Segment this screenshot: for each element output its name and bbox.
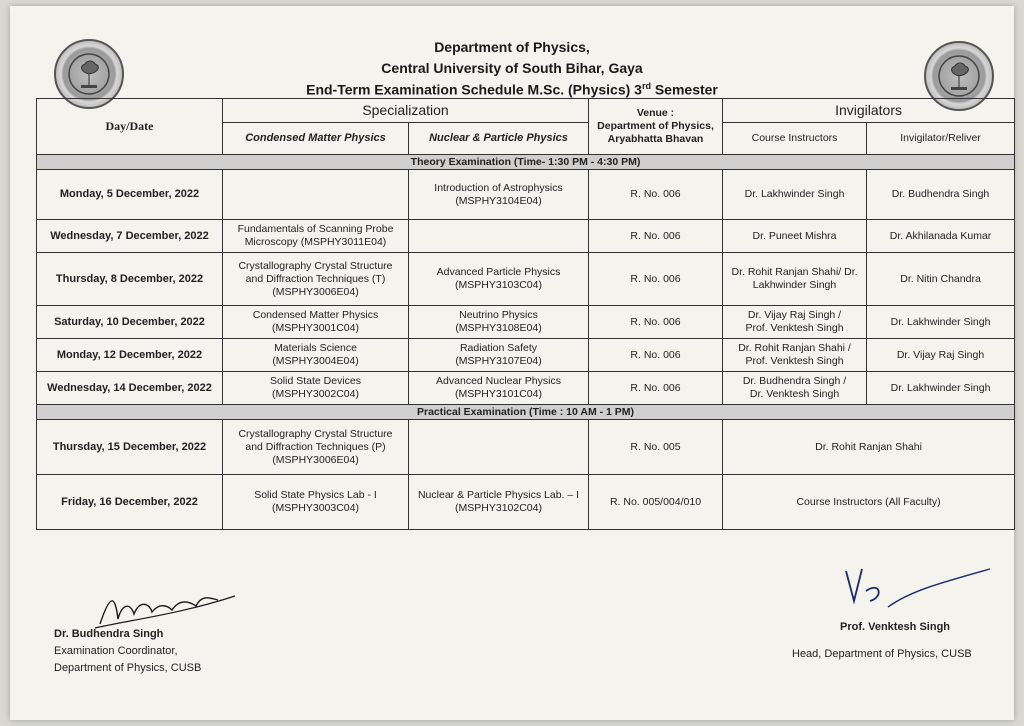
exam-date: Friday, 16 December, 2022 xyxy=(37,475,223,530)
schedule-title-end: Semester xyxy=(650,81,718,98)
theory-band-row xyxy=(37,155,1015,170)
exam-schedule-sheet xyxy=(10,6,1014,720)
invigilator-reliver: Dr. Nitin Chandra xyxy=(867,253,1015,306)
coordinator-block xyxy=(54,626,201,677)
schedule-table xyxy=(36,98,1015,530)
table-row xyxy=(37,339,1015,372)
practical-band-row xyxy=(37,405,1015,420)
col-course-instructors: Course Instructors xyxy=(723,123,867,155)
exam-date: Saturday, 10 December, 2022 xyxy=(37,306,223,339)
invigilator-reliver: Dr. Lakhwinder Singh xyxy=(867,306,1015,339)
table-row xyxy=(37,220,1015,253)
course-instructor: Dr. Vijay Raj Singh / Prof. Venktesh Singh xyxy=(723,306,867,339)
condensed-matter-course: Solid State Devices (MSPHY3002C04) xyxy=(223,372,409,405)
venue-room: R. No. 006 xyxy=(589,339,723,372)
course-instructor: Dr. Lakhwinder Singh xyxy=(723,170,867,220)
schedule-title-sup: rd xyxy=(641,81,651,91)
exam-date: Monday, 12 December, 2022 xyxy=(37,339,223,372)
theory-rows xyxy=(37,170,1015,405)
col-condensed-matter: Condensed Matter Physics xyxy=(223,123,409,155)
table-row xyxy=(37,420,1015,475)
head-name: Prof. Venktesh Singh xyxy=(839,621,951,633)
condensed-matter-course: Crystallography Crystal Structure and Diffraction Techniques (T) (MSPHY3006E04) xyxy=(223,253,409,306)
venue-room: R. No. 006 xyxy=(589,306,723,339)
exam-date: Thursday, 8 December, 2022 xyxy=(37,253,223,306)
invigilator-reliver: Dr. Lakhwinder Singh xyxy=(867,372,1015,405)
venue-room: R. No. 005 xyxy=(589,420,723,475)
coordinator-dept: Department of Physics, CUSB xyxy=(54,662,202,674)
invigilator-reliver: Dr. Vijay Raj Singh xyxy=(867,339,1015,372)
course-instructor: Dr. Rohit Ranjan Shahi / Prof. Venktesh Singh xyxy=(723,339,867,372)
exam-date: Thursday, 15 December, 2022 xyxy=(37,420,223,475)
venue-line-2: Department of Physics, xyxy=(597,120,714,132)
coordinator-name: Dr. Budhendra Singh xyxy=(54,628,164,640)
col-specialization: Specialization xyxy=(223,99,589,123)
head-name-block xyxy=(800,619,990,636)
nuclear-particle-course: Radiation Safety (MSPHY3107E04) xyxy=(409,339,589,372)
head-role: Head, Department of Physics, CUSB xyxy=(792,648,972,660)
invigilator-reliver: Dr. Akhilanada Kumar xyxy=(867,220,1015,253)
nuclear-particle-course xyxy=(409,420,589,475)
condensed-matter-course xyxy=(223,170,409,220)
schedule-title-main: End-Term Examination Schedule M.Sc. (Physics) 3 xyxy=(306,81,642,98)
nuclear-particle-course: Advanced Particle Physics (MSPHY3103C04) xyxy=(409,253,589,306)
head-signature-icon xyxy=(840,561,1000,621)
venue-room: R. No. 006 xyxy=(589,170,723,220)
venue-room: R. No. 005/004/010 xyxy=(589,475,723,530)
department-title: Department of Physics, xyxy=(434,39,590,55)
nuclear-particle-course: Introduction of Astrophysics (MSPHY3104E04) xyxy=(409,170,589,220)
table-row xyxy=(37,372,1015,405)
venue-line-3: Aryabhatta Bhavan xyxy=(607,133,704,145)
invigilator-reliver: Dr. Budhendra Singh xyxy=(867,170,1015,220)
venue-room: R. No. 006 xyxy=(589,220,723,253)
nuclear-particle-course xyxy=(409,220,589,253)
venue-room: R. No. 006 xyxy=(589,372,723,405)
header-row-1 xyxy=(37,99,1015,123)
table-row xyxy=(37,170,1015,220)
invigilators: Course Instructors (All Faculty) xyxy=(723,475,1015,530)
table-row xyxy=(37,475,1015,530)
course-instructor: Dr. Rohit Ranjan Shahi/ Dr. Lakhwinder Singh xyxy=(723,253,867,306)
condensed-matter-course: Materials Science (MSPHY3004E04) xyxy=(223,339,409,372)
col-daydate: Day/Date xyxy=(37,99,223,155)
venue-line-1: Venue : xyxy=(636,107,675,119)
condensed-matter-course: Crystallography Crystal Structure and Diffraction Techniques (P) (MSPHY3006E04) xyxy=(223,420,409,475)
col-nuclear-particle: Nuclear & Particle Physics xyxy=(409,123,589,155)
condensed-matter-course: Solid State Physics Lab - I (MSPHY3003C04) xyxy=(223,475,409,530)
nuclear-particle-course: Nuclear & Particle Physics Lab. – I (MSPHY3102C04) xyxy=(409,475,589,530)
course-instructor: Dr. Puneet Mishra xyxy=(723,220,867,253)
col-invigilators: Invigilators xyxy=(723,99,1015,123)
nuclear-particle-course: Neutrino Physics (MSPHY3108E04) xyxy=(409,306,589,339)
condensed-matter-course: Condensed Matter Physics (MSPHY3001C04) xyxy=(223,306,409,339)
theory-band: Theory Examination (Time- 1:30 PM - 4:30 PM) xyxy=(37,155,1015,170)
practical-band: Practical Examination (Time : 10 AM - 1 PM) xyxy=(37,405,1015,420)
venue-room: R. No. 006 xyxy=(589,253,723,306)
table-row xyxy=(37,253,1015,306)
table-row xyxy=(37,306,1015,339)
exam-date: Wednesday, 7 December, 2022 xyxy=(37,220,223,253)
exam-date: Wednesday, 14 December, 2022 xyxy=(37,372,223,405)
nuclear-particle-course: Advanced Nuclear Physics (MSPHY3101C04) xyxy=(409,372,589,405)
university-title: Central University of South Bihar, Gaya xyxy=(381,60,643,76)
schedule-title xyxy=(10,81,1014,98)
course-instructor: Dr. Budhendra Singh / Dr. Venktesh Singh xyxy=(723,372,867,405)
exam-date: Monday, 5 December, 2022 xyxy=(37,170,223,220)
coordinator-role: Examination Coordinator, xyxy=(54,645,178,657)
condensed-matter-course: Fundamentals of Scanning Probe Microscopy (MSPHY3011E04) xyxy=(223,220,409,253)
practical-rows xyxy=(37,420,1015,530)
invigilators: Dr. Rohit Ranjan Shahi xyxy=(723,420,1015,475)
col-venue xyxy=(589,99,723,155)
col-invigilator-reliver: Invigilator/Reliver xyxy=(867,123,1015,155)
